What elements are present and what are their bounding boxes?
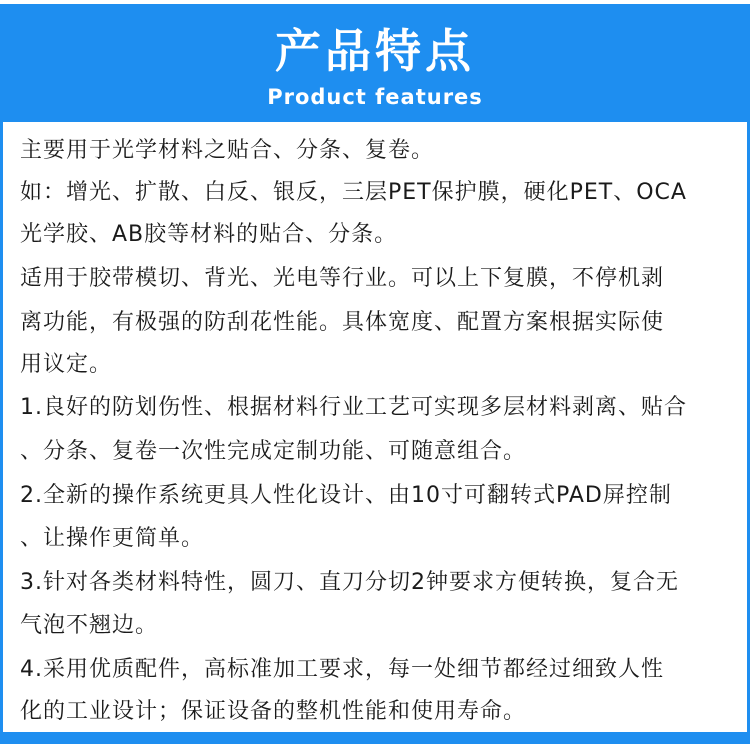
bottom-bar [0,732,750,744]
text-line-4: 适用于胶带模切、背光、光电等行业。可以上下复膜，不停机剥 [20,266,665,291]
text-line-12: 气泡不翘边。 [20,613,159,638]
header-banner [0,4,750,122]
text-line-10: 、让操作更简单。 [20,526,205,551]
text-line-5: 离功能，有极强的防刮花性能。具体宽度、配置方案根据实际使 [20,310,665,335]
page-title: 产品特点 [275,24,475,78]
features-panel [0,122,750,732]
text-line-13: 4.采用优质配件，高标准加工要求，每一处细节都经过细致人性 [20,657,664,682]
text-line-9: 2.全新的操作系统更具人性化设计、由10寸可翻转式PAD屏控制 [20,483,672,508]
text-line-7: 1.良好的防划伤性、根据材料行业工艺可实现多层材料剥离、贴合 [20,395,687,420]
text-line-14: 化的工业设计；保证设备的整机性能和使用寿命。 [20,699,527,724]
text-line-3: 光学胶、AB胶等材料的贴合、分条。 [20,222,398,247]
text-line-8: 、分条、复卷一次性完成定制功能、可随意组合。 [20,439,527,464]
page-subtitle: Product features [267,85,483,109]
text-line-2: 如：增光、扩散、白反、银反，三层PET保护膜，硬化PET、OCA [20,180,687,205]
text-line-6: 用议定。 [20,352,113,377]
text-line-1: 主要用于光学材料之贴合、分条、复卷。 [20,138,435,163]
text-line-11: 3.针对各类材料特性，圆刀、直刀分切2钟要求方便转换，复合无 [20,570,679,595]
